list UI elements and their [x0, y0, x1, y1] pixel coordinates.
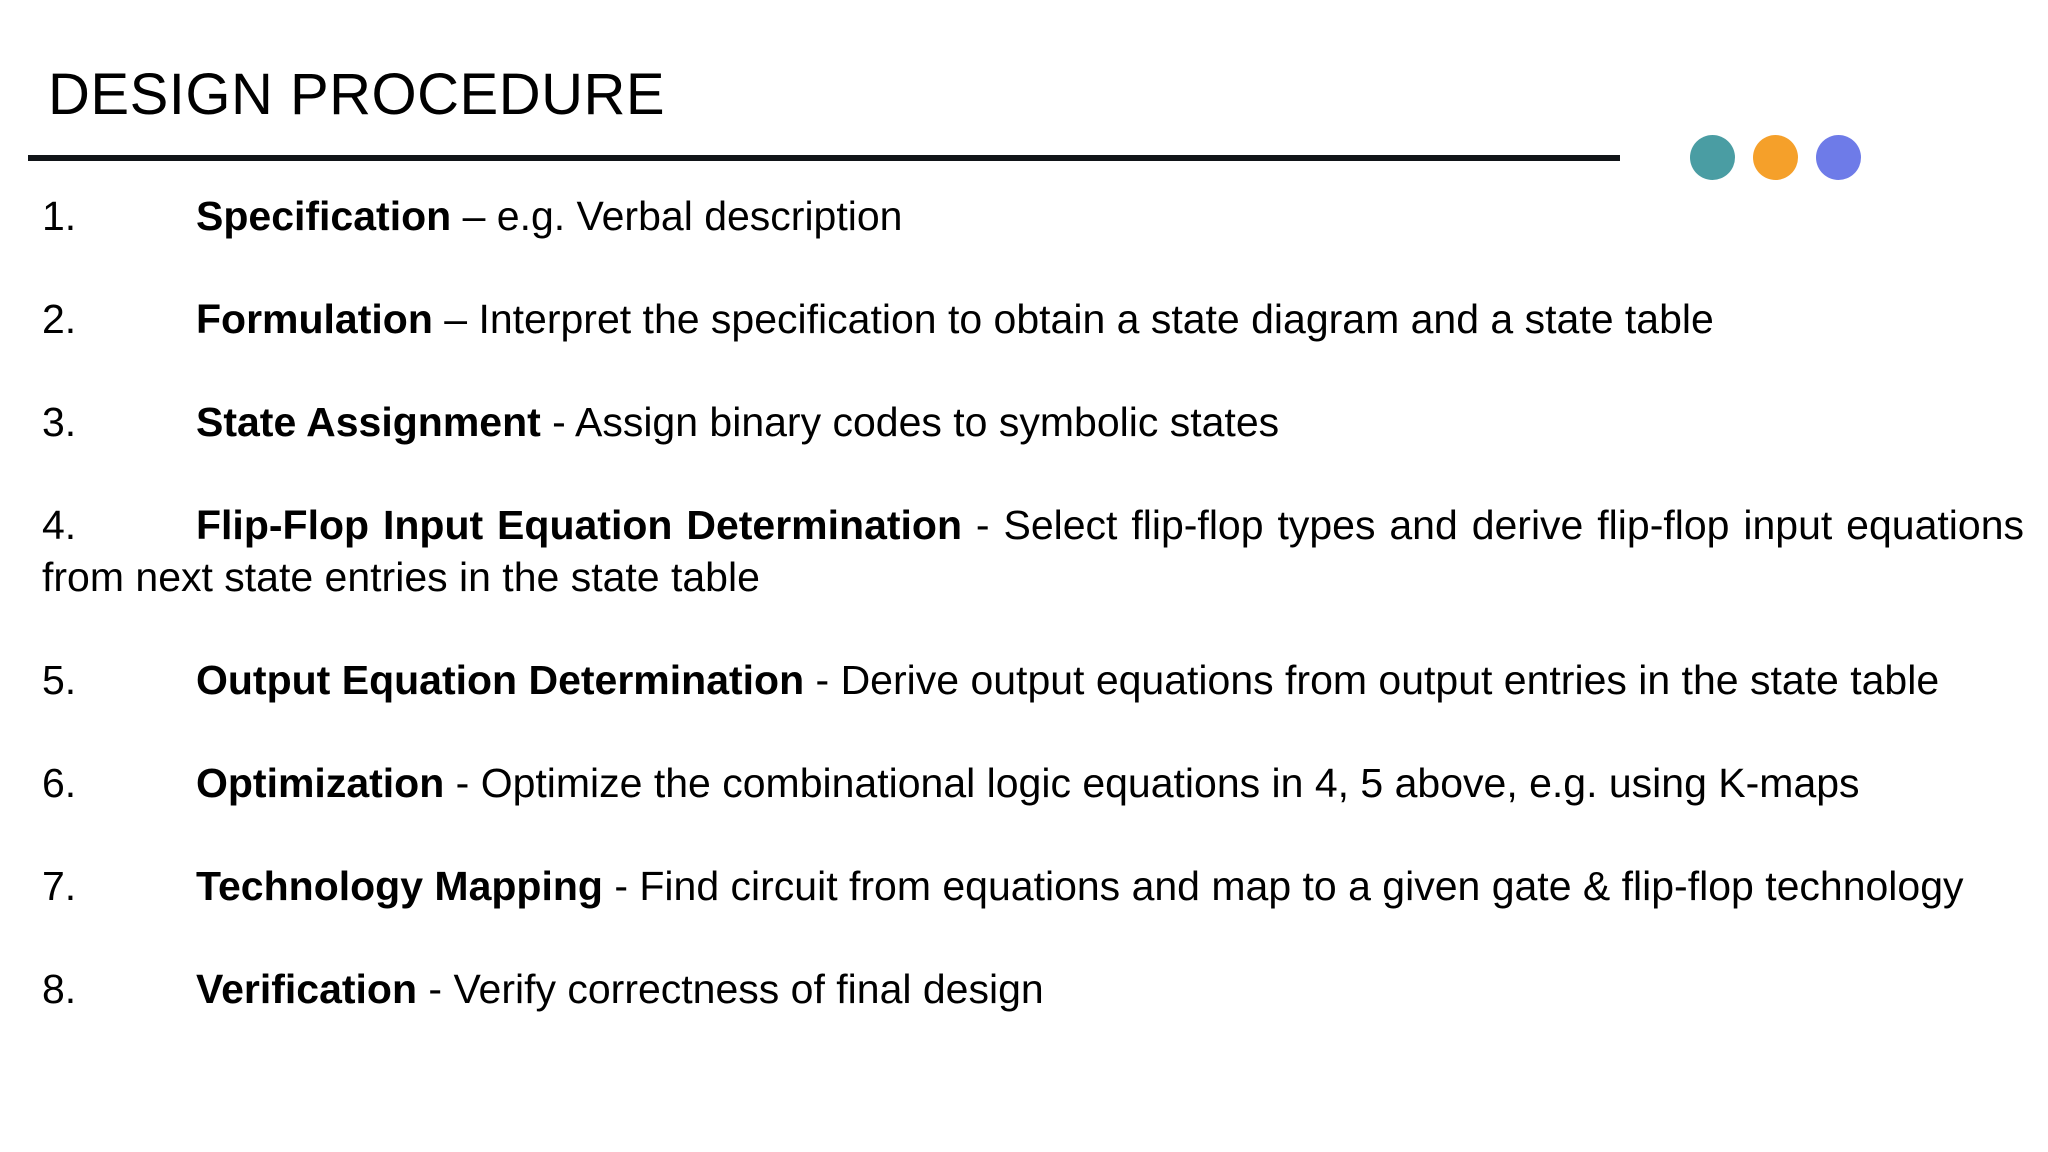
step-separator: – [451, 193, 497, 239]
step-separator: – [432, 296, 479, 342]
orange-dot [1753, 135, 1798, 180]
step-description: e.g. Verbal description [496, 193, 903, 239]
step-number: 5. [42, 657, 77, 703]
step-separator: - [962, 502, 1004, 548]
step-description: Verify correctness of final design [453, 966, 1044, 1012]
step-name: Technology Mapping [196, 863, 603, 909]
step-description: Find circuit from equations and map to a given gate & flip-flop technology [639, 863, 1964, 909]
step-description: Optimize the combinational logic equations in 4, 5 above, e.g. using K-maps [480, 760, 1860, 806]
step-item [42, 963, 2024, 1015]
step-name: Specification [196, 193, 452, 239]
step-number: 7. [42, 863, 77, 909]
step-number: 3. [42, 399, 77, 445]
step-number: 8. [42, 966, 77, 1012]
step-name: State Assignment [196, 399, 541, 445]
step-item [42, 190, 2024, 242]
step-item [42, 396, 2024, 448]
step-item [42, 654, 2024, 706]
step-number: 1. [42, 193, 77, 239]
step-description: Assign binary codes to symbolic states [574, 399, 1280, 445]
decorative-dots [1690, 135, 1880, 181]
step-name: Flip-Flop Input Equation Determination [196, 502, 962, 548]
step-number: 2. [42, 296, 77, 342]
teal-dot [1690, 135, 1735, 180]
step-description: Select flip-flop types and derive flip-flop input equations from next state entries in the state table [42, 502, 2025, 600]
step-separator: - [444, 760, 481, 806]
slide-title: DESIGN PROCEDURE [48, 62, 666, 127]
step-separator: - [602, 863, 640, 909]
step-number: 4. [42, 502, 77, 548]
step-item [42, 293, 2024, 345]
design-steps-list [42, 190, 2024, 1015]
title-underline [28, 155, 1620, 161]
step-item [42, 860, 2024, 912]
step-separator: - [417, 966, 454, 1012]
step-name: Verification [196, 966, 418, 1012]
step-name: Formulation [196, 296, 433, 342]
step-description: Derive output equations from output entries in the state table [840, 657, 1940, 703]
blue-dot [1816, 135, 1861, 180]
step-item [42, 499, 2024, 603]
step-separator: - [804, 657, 841, 703]
step-item [42, 757, 2024, 809]
step-name: Output Equation Determination [196, 657, 805, 703]
step-number: 6. [42, 760, 77, 806]
step-name: Optimization [196, 760, 445, 806]
step-description: Interpret the specification to obtain a state diagram and a state table [478, 296, 1714, 342]
step-separator: - [540, 399, 575, 445]
